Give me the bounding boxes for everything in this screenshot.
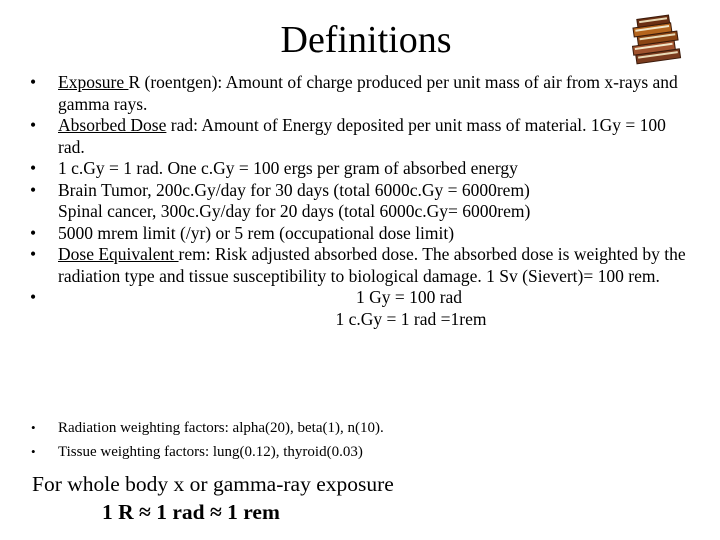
list-item-units [30, 287, 690, 330]
footer-formula: 1 R ≈ 1 rad ≈ 1 rem [102, 500, 280, 524]
term-dose-equivalent: Dose Equivalent [58, 244, 179, 264]
definition-absorbed-dose: rad: Amount of Energy deposited per unit mass of material. 1Gy = 100 rad. [58, 115, 666, 157]
definition-dose-equivalent: rem: Risk adjusted absorbed dose. The absorbed dose is weighted by the radiation type and tissue susceptibility to biological damage. 1 Sv (Sievert)= 100 rem. [58, 244, 686, 286]
page-title: Definitions [280, 19, 452, 61]
definitions-list [30, 72, 690, 330]
list-item-tissue-weighting: • Tissue weighting factors: lung(0.12), thyroid(0.03) [30, 440, 690, 464]
footer-note [32, 470, 394, 526]
tumor-line-2: Spinal cancer, 300c.Gy/day for 20 days (total 6000c.Gy= 6000rem) [58, 201, 531, 221]
term-absorbed-dose: Absorbed Dose [58, 115, 167, 135]
list-item-limit: • 5000 mrem limit (/yr) or 5 rem (occupational dose limit) [30, 223, 690, 245]
weighting-factors-list [30, 416, 690, 464]
list-item-exposure [30, 72, 690, 115]
list-item-tumor [30, 180, 690, 223]
definition-exposure: R (roentgen): Amount of charge produced per unit mass of air from x-rays and gamma rays. [58, 72, 678, 114]
list-item-dose-equivalent [30, 244, 690, 287]
list-item-absorbed-dose [30, 115, 690, 158]
list-item-cgy: • 1 c.Gy = 1 rad. One c.Gy = 100 ergs per gram of absorbed energy [30, 158, 690, 180]
tumor-line-1: • Brain Tumor, 200c.Gy/day for 30 days (total 6000c.Gy = 6000rem) [58, 179, 530, 200]
units-line-2: 1 c.Gy = 1 rad =1rem [335, 308, 487, 329]
books-icon [626, 14, 686, 68]
footer-line: For whole body x or gamma-ray exposure [32, 472, 394, 496]
units-line-1: • 1 Gy = 100 rad [355, 287, 463, 307]
term-exposure: Exposure [58, 72, 129, 92]
list-item-radiation-weighting: • Radiation weighting factors: alpha(20), beta(1), n(10). [30, 416, 690, 440]
